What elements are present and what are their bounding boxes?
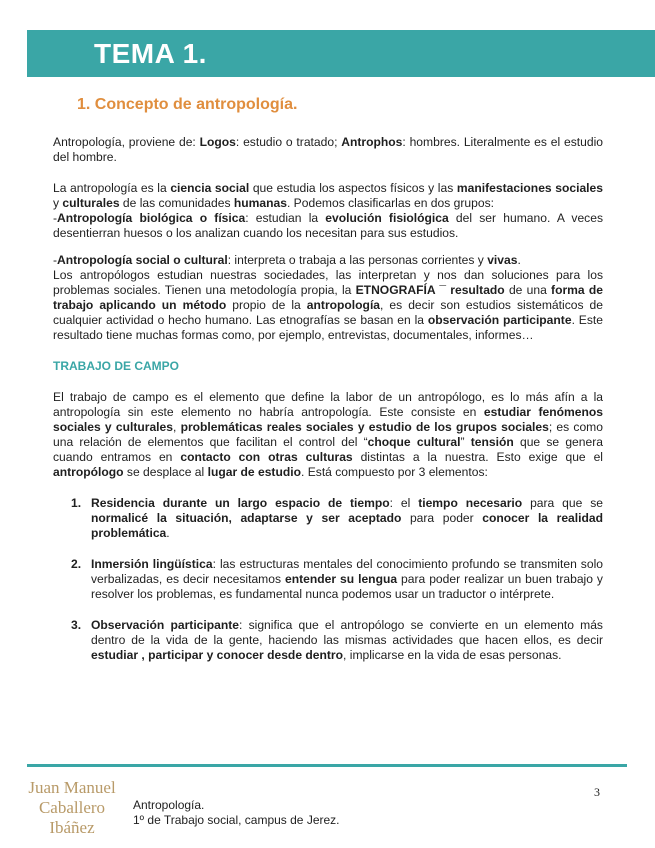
- document-body: [53, 135, 603, 679]
- emphasis-text: antropología: [306, 298, 381, 312]
- emphasis-text: tensión: [470, 435, 514, 449]
- author-first-name: Juan Manuel: [28, 778, 116, 797]
- footer-divider: [27, 764, 627, 767]
- emphasis-text: problemáticas reales sociales y estudio de los grupos sociales: [180, 420, 549, 434]
- list-item-number: 1.: [71, 496, 82, 510]
- footer-course-info: [133, 798, 340, 828]
- emphasis-text: Antropología biológica o física: [57, 211, 246, 225]
- fieldwork-heading: TRABAJO DE CAMPO: [53, 359, 180, 373]
- emphasis-text: evolución fisiológica: [325, 211, 449, 225]
- emphasis-text: Residencia durante un largo espacio de tiempo: [91, 496, 390, 510]
- intro-paragraph-biological: -Antropología biológica o física: estudian la evolución fisiológica del ser humano. A veces desentierran huesos o los analizan cuando los necesitan para sus estudios.: [53, 211, 604, 240]
- emphasis-text: forma de trabajo aplicando un método: [53, 283, 603, 312]
- list-item-number: 3.: [71, 618, 82, 632]
- list-item-number: 2.: [71, 557, 82, 571]
- emphasis-text: Logos: [199, 135, 236, 149]
- list-item-text: Inmersión lingüística: las estructuras mentales del conocimiento profundo se transmiten solo verbalizadas, es decir necesitamos entender su lengua para poder realizar un buen trabajo y resolver los problemas, es fundamental nunca podemos usar un traductor o intérprete.: [91, 557, 603, 601]
- emphasis-text: ETNOGRAFÍA ¯ resultado: [355, 283, 505, 297]
- emphasis-text: entender su lengua: [284, 572, 398, 586]
- page-number: 3: [594, 785, 600, 799]
- emphasis-text: observación participante: [427, 313, 572, 327]
- list-item-text: Observación participante: significa que el antropólogo se convierte en un elemento más dentro de la vida de la gente, haciendo las mismas actividades que hacen ellos, es decir estudiar , participar y conocer desde dentro, implicarse en la vida de esas personas.: [91, 618, 603, 662]
- author-second-surname: Ibáñez: [49, 818, 95, 837]
- emphasis-text: contacto con otras culturas: [180, 450, 353, 464]
- page-title: TEMA 1.: [94, 38, 207, 69]
- footer-program: 1º de Trabajo social, campus de Jerez.: [133, 813, 340, 827]
- emphasis-text: Inmersión lingüística: [91, 557, 213, 571]
- list-item: [71, 557, 603, 602]
- list-item: [71, 618, 603, 663]
- fieldwork-elements-list: [53, 496, 603, 663]
- intro-paragraph-etymology: Antropología, proviene de: Logos: estudio o tratado; Antrophos: hombres. Literalmente es el estudio del hombre.: [53, 135, 603, 164]
- author-surname: Caballero: [38, 798, 106, 817]
- emphasis-text: manifestaciones sociales: [456, 181, 603, 195]
- emphasis-text: choque cultural: [367, 435, 461, 449]
- fieldwork-paragraph: El trabajo de campo es el elemento que define la labor de un antropólogo, es lo más afín a la antropología sin este elemento no habría antropología. Este consiste en estudiar fenómenos sociales y culturales, problemáticas reales sociales y estudio de los grupos sociales; es como una relación de elementos que facilitan el control del “choque cultural” tensión que se genera cuando entramos en contacto con otras culturas distintas a la nuestra. Esto exige que el antropólogo se desplace al lugar de estudio. Está compuesto por 3 elementos:: [53, 390, 603, 479]
- emphasis-text: lugar de estudio: [207, 465, 301, 479]
- emphasis-text: normalicé la situación, adaptarse y ser aceptado: [91, 511, 402, 525]
- intro-paragraph-definition: La antropología es la ciencia social que estudia los aspectos físicos y las manifestaciones sociales y culturales de las comunidades humanas. Podemos clasificarlas en dos grupos:: [53, 181, 603, 210]
- emphasis-text: ciencia social: [170, 181, 250, 195]
- emphasis-text: vivas: [487, 253, 518, 267]
- section-heading: 1. Concepto de antropología.: [77, 96, 298, 113]
- emphasis-text: culturales: [62, 196, 120, 210]
- emphasis-text: conocer la realidad problemática: [91, 511, 603, 540]
- intro-paragraph-social: -Antropología social o cultural: interpreta o trabaja a las personas corrientes y vivas.: [53, 253, 521, 267]
- intro-paragraph-ethnography: Los antropólogos estudian nuestras sociedades, las interpretan y nos dan soluciones para los problemas sociales. Tienen una metodología propia, la ETNOGRAFÍA ¯ resultado de una forma de trabajo aplicando un método propio de la antropología, es decir son estudios sistemáticos de cualquier actividad o hecho humano. Las etnografías se basan en la observación participante. Este resultado tiene muchas formas como, por ejemplo, entrevistas, documentales, informes…: [53, 268, 604, 342]
- list-item: [71, 496, 603, 541]
- footer-course: Antropología.: [133, 798, 205, 812]
- header-banner: [27, 30, 655, 77]
- emphasis-text: tiempo necesario: [418, 496, 523, 510]
- emphasis-text: Antropología social o cultural: [57, 253, 228, 267]
- author-signature: [20, 778, 124, 838]
- emphasis-text: estudiar , participar y conocer desde dentro: [91, 648, 344, 662]
- emphasis-text: humanas: [233, 196, 287, 210]
- emphasis-text: estudiar fenómenos sociales y culturales: [53, 405, 603, 434]
- emphasis-text: Observación participante: [91, 618, 240, 632]
- emphasis-text: antropólogo: [53, 465, 124, 479]
- list-item-text: Residencia durante un largo espacio de tiempo: el tiempo necesario para que se normalicé la situación, adaptarse y ser aceptado para poder conocer la realidad problemática.: [91, 496, 603, 540]
- emphasis-text: Antrophos: [341, 135, 403, 149]
